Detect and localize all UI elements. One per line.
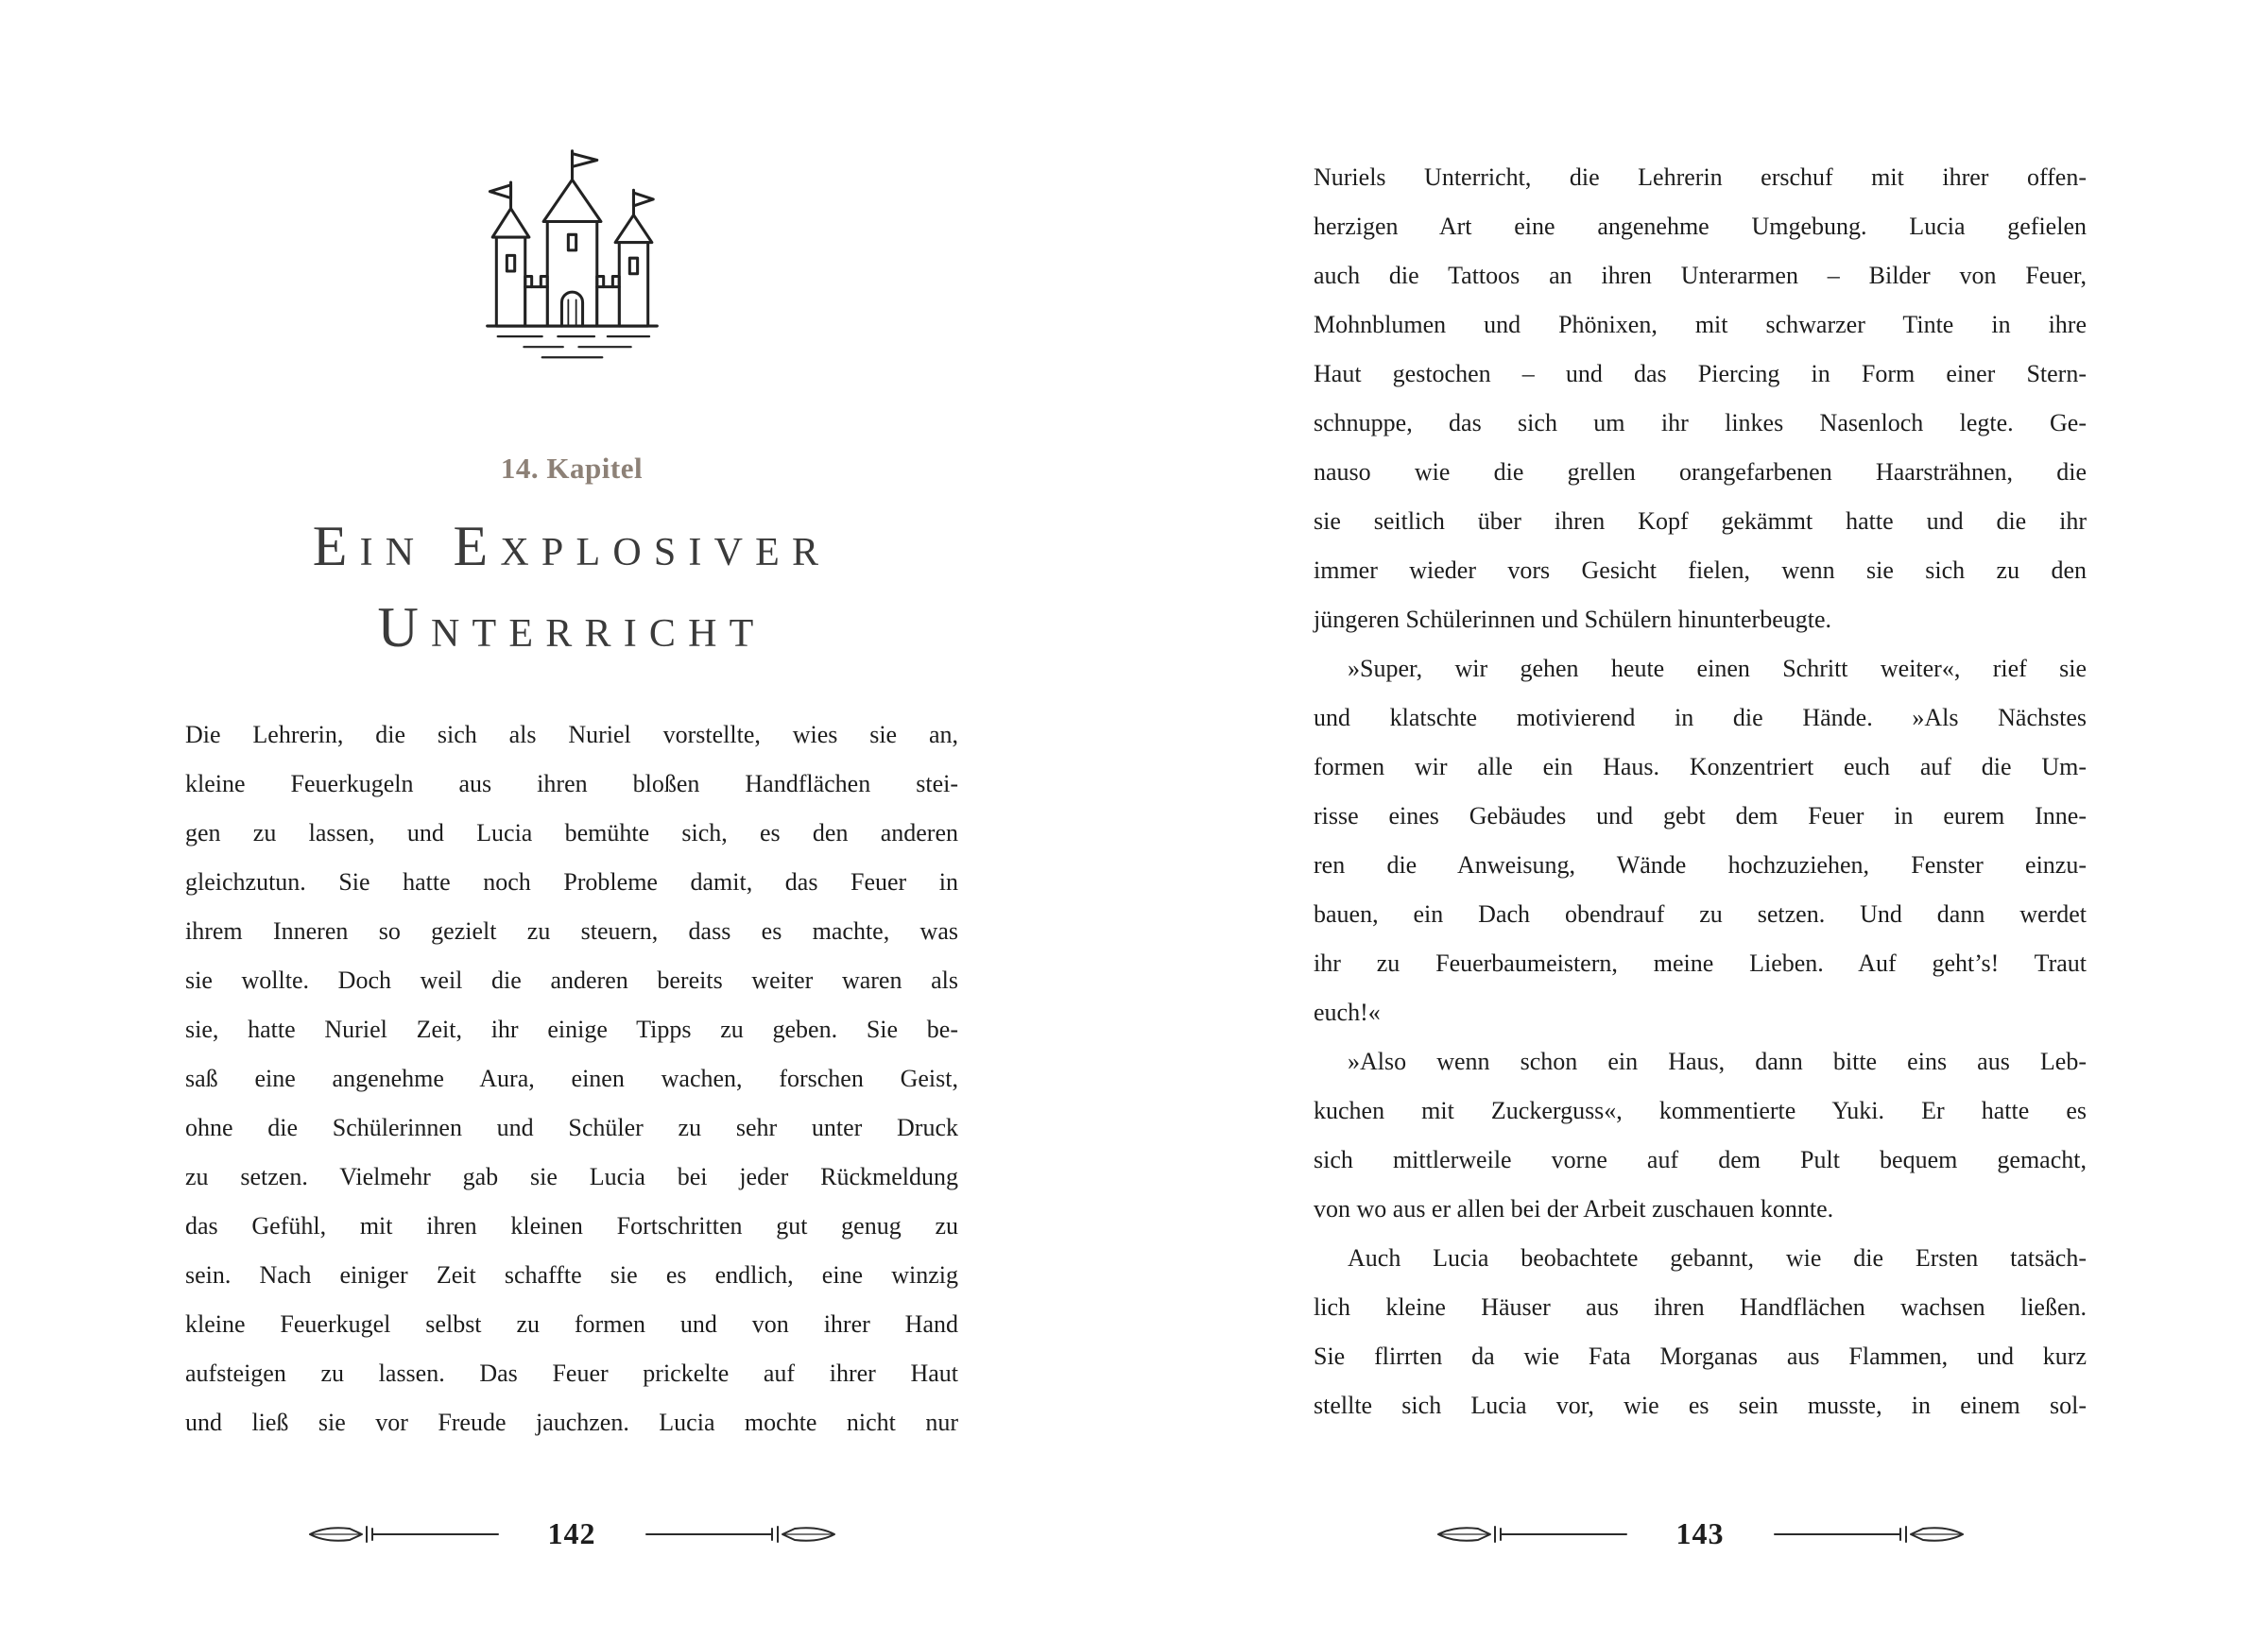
- dagger-ornament-left-icon: [307, 1522, 501, 1547]
- text-line: bauen, ein Dach obendrauf zu setzen. Und dann werdet: [1314, 900, 2087, 928]
- right-body-text: [1314, 153, 2087, 1430]
- text-line: ren die Anweisung, Wände hochzuziehen, Fenster einzu-: [1314, 851, 2087, 879]
- text-line: lich kleine Häuser aus ihren Handflächen wachsen ließen.: [1314, 1293, 2087, 1321]
- text-line: Auch Lucia beobachtete gebannt, wie die Ersten tatsäch-: [1348, 1244, 2087, 1272]
- dagger-ornament-left-icon: [1435, 1522, 1629, 1547]
- text-line: sich mittlerweile vorne auf dem Pult bequem gemacht,: [1314, 1146, 2087, 1173]
- castle-illustration: [185, 134, 958, 408]
- text-line: stellte sich Lucia vor, wie es sein musste, in einem sol-: [1314, 1392, 2087, 1419]
- page-number: 143: [1675, 1516, 1725, 1550]
- text-line: kleine Feuerkugel selbst zu formen und von ihrer Hand: [185, 1310, 958, 1338]
- page-number: 142: [547, 1516, 596, 1550]
- paragraph: [1314, 644, 2087, 1037]
- text-line: schnuppe, das sich um ihr linkes Nasenloch legte. Ge-: [1314, 409, 2087, 436]
- text-line: ihr zu Feuerbaumeistern, meine Lieben. Auf geht’s! Traut: [1314, 949, 2087, 977]
- text-line: und klatschte motivierend in die Hände. »Als Nächstes: [1314, 704, 2087, 731]
- text-line: das Gefühl, mit ihren kleinen Fortschritten gut genug zu: [185, 1212, 958, 1240]
- castle-icon: [461, 134, 683, 408]
- text-line: Nuriels Unterricht, die Lehrerin erschuf mit ihrer offen-: [1314, 163, 2087, 191]
- text-line: sein. Nach einiger Zeit schaffte sie es endlich, eine winzig: [185, 1261, 958, 1289]
- text-line: Die Lehrerin, die sich als Nuriel vorstellte, wies sie an,: [185, 721, 958, 748]
- text-line: »Super, wir gehen heute einen Schritt weiter«, rief sie: [1348, 655, 2087, 682]
- text-line: herzigen Art eine angenehme Umgebung. Lucia gefielen: [1314, 213, 2087, 240]
- text-line: Haut gestochen – und das Piercing in Form einer Stern-: [1314, 360, 2087, 387]
- text-line: von wo aus er allen bei der Arbeit zuschauen konnte.: [1314, 1195, 1834, 1223]
- text-line: formen wir alle ein Haus. Konzentriert euch auf die Um-: [1314, 753, 2087, 780]
- chapter-title: [185, 505, 958, 668]
- text-line: saß eine angenehme Aura, einen wachen, forschen Geist,: [185, 1065, 958, 1092]
- text-line: jüngeren Schülerinnen und Schülern hinunterbeugte.: [1314, 606, 1832, 633]
- text-line: ohne die Schülerinnen und Schüler zu sehr unter Druck: [185, 1114, 958, 1141]
- text-line: und ließ sie vor Freude jauchzen. Lucia mochte nicht nur: [185, 1409, 958, 1436]
- text-line: immer wieder vors Gesicht fielen, wenn sie sich zu den: [1314, 556, 2087, 584]
- chapter-title-line-2: Unterricht: [377, 596, 766, 659]
- paragraph: [1314, 153, 2087, 644]
- text-line: kleine Feuerkugeln aus ihren bloßen Handflächen stei-: [185, 770, 958, 797]
- text-line: sie, hatte Nuriel Zeit, ihr einige Tipps zu geben. Sie be-: [185, 1016, 958, 1043]
- chapter-title-line-1: Ein Explosiver: [312, 515, 832, 577]
- text-line: gleichzutun. Sie hatte noch Probleme damit, das Feuer in: [185, 868, 958, 896]
- text-line: »Also wenn schon ein Haus, dann bitte eins aus Leb-: [1348, 1048, 2087, 1075]
- text-line: Sie flirrten da wie Fata Morganas aus Flammen, und kurz: [1314, 1343, 2087, 1370]
- paragraph: [1314, 1037, 2087, 1234]
- text-line: nauso wie die grellen orangefarbenen Haarsträhnen, die: [1314, 458, 2087, 486]
- left-page-footer: [185, 1516, 958, 1551]
- text-line: sie wollte. Doch weil die anderen bereits weiter waren als: [185, 966, 958, 994]
- left-body-text: [185, 710, 958, 1447]
- paragraph: [185, 710, 958, 1447]
- paragraph: [1314, 1234, 2087, 1430]
- text-line: gen zu lassen, und Lucia bemühte sich, es den anderen: [185, 819, 958, 847]
- text-line: auch die Tattoos an ihren Unterarmen – Bilder von Feuer,: [1314, 262, 2087, 289]
- text-line: kuchen mit Zuckerguss«, kommentierte Yuki. Er hatte es: [1314, 1097, 2087, 1124]
- text-line: risse eines Gebäudes und gebt dem Feuer in eurem Inne-: [1314, 802, 2087, 830]
- dagger-ornament-right-icon: [644, 1522, 837, 1547]
- right-page-footer: [1314, 1516, 2087, 1551]
- text-line: zu setzen. Vielmehr gab sie Lucia bei jeder Rückmeldung: [185, 1163, 958, 1190]
- left-page: [185, 0, 958, 1642]
- right-page: [1314, 0, 2087, 1642]
- text-line: Mohnblumen und Phönixen, mit schwarzer Tinte in ihre: [1314, 311, 2087, 338]
- text-line: ihrem Inneren so gezielt zu steuern, dass es machte, was: [185, 917, 958, 945]
- text-line: euch!«: [1314, 999, 1381, 1026]
- text-line: aufsteigen zu lassen. Das Feuer prickelte auf ihrer Haut: [185, 1360, 958, 1387]
- text-line: sie seitlich über ihren Kopf gekämmt hatte und die ihr: [1314, 507, 2087, 535]
- dagger-ornament-right-icon: [1772, 1522, 1966, 1547]
- chapter-number-label: 14. Kapitel: [500, 452, 644, 485]
